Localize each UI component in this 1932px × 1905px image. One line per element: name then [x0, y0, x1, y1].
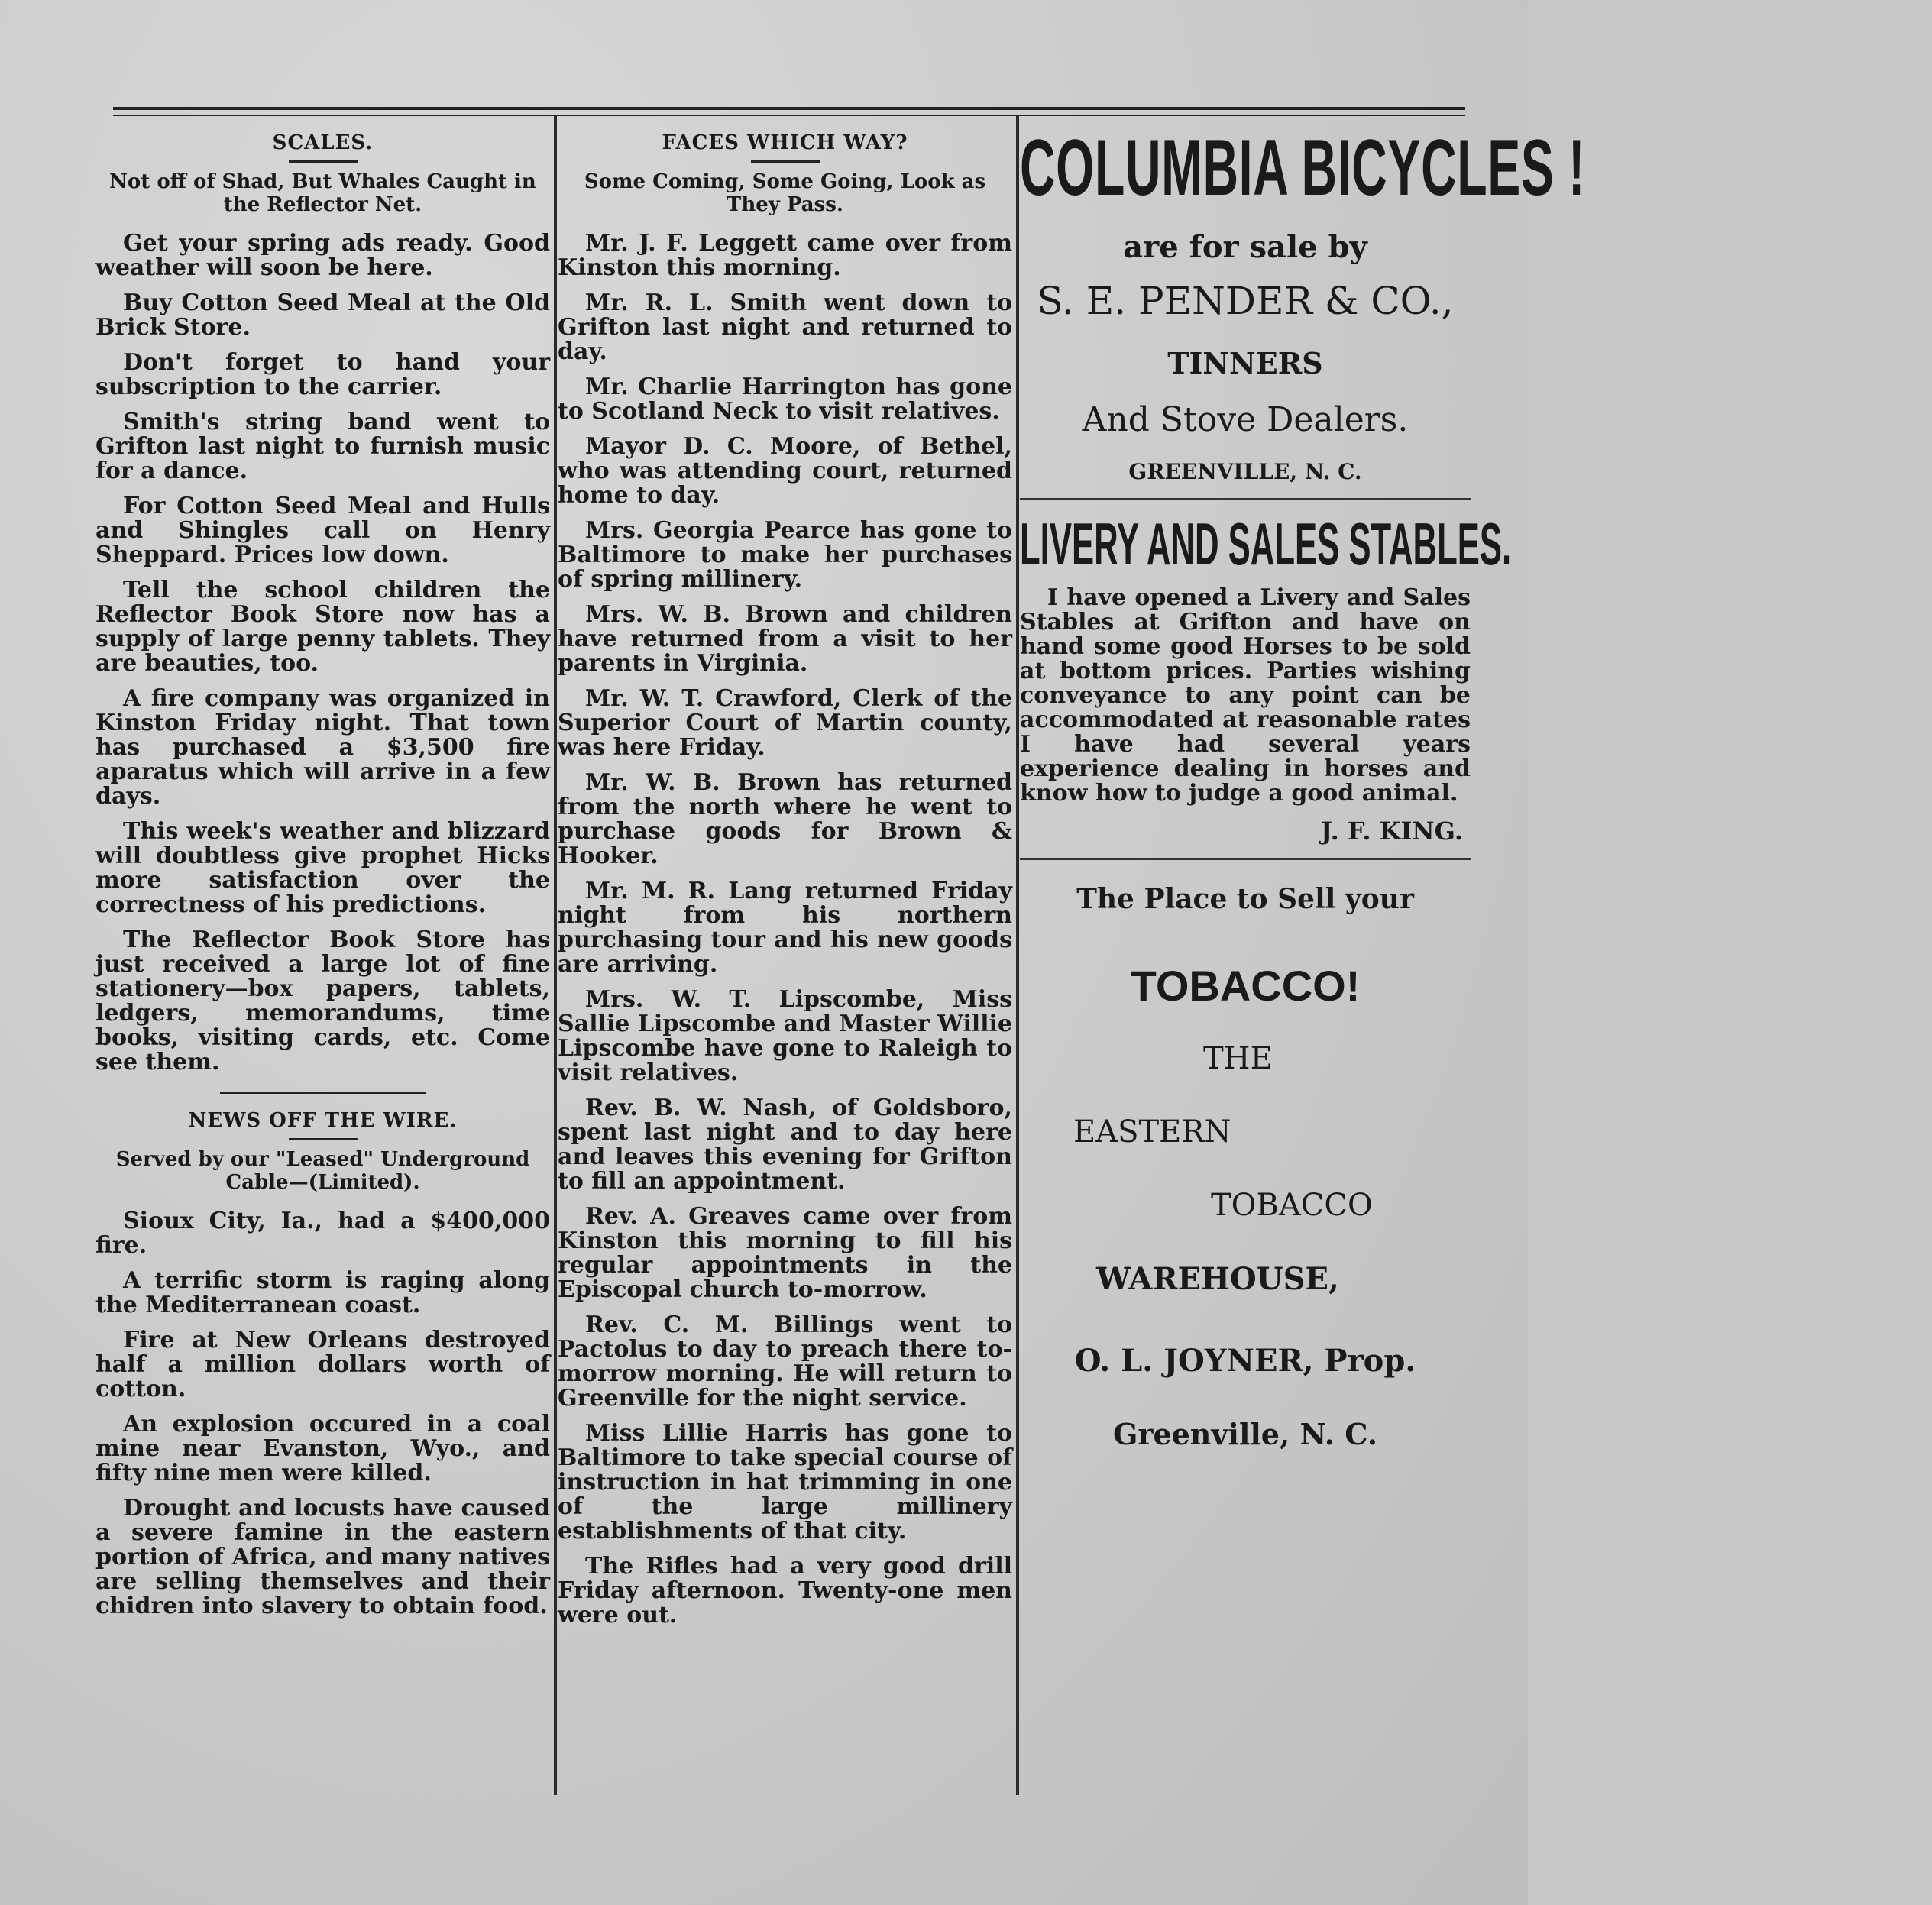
ad-headline: TOBACCO!: [1130, 962, 1361, 1010]
ad-line: TOBACCO: [1211, 1188, 1373, 1223]
news-items: [95, 231, 550, 1075]
personal-item: Mrs. Georgia Pearce has gone to Baltimore to make her purchases of spring millinery.: [558, 517, 1012, 593]
wire-item: Sioux City, Ia., had a $400,000 fire.: [95, 1208, 550, 1259]
ad-tobacco-warehouse: [1020, 883, 1471, 1451]
personal-item: Mr. R. L. Smith went down to Grifton last night and returned to day.: [558, 289, 1012, 365]
personal-item: Mr. M. R. Lang returned Friday night from his northern purchasing tour and his new goods are arriving.: [558, 878, 1012, 978]
section-heading-faces: FACES WHICH WAY?: [662, 131, 908, 154]
news-item: This week's weather and blizzard will doubtless give prophet Hicks more satisfaction over the correctness of his predictions.: [95, 818, 550, 918]
ad-location: GREENVILLE, N. C.: [1128, 459, 1362, 484]
ad-signature: J. F. KING.: [1320, 817, 1463, 846]
ad-divider: [1020, 858, 1471, 860]
news-item: For Cotton Seed Meal and Hulls and Shingles call on Henry Sheppard. Prices low down.: [95, 493, 550, 568]
personal-item: The Rifles had a very good drill Friday afternoon. Twenty-one men were out.: [558, 1553, 1012, 1628]
news-item: Get your spring ads ready. Good weather will soon be here.: [95, 230, 550, 281]
section-heading-wire: NEWS OFF THE WIRE.: [188, 1109, 458, 1132]
section-heading-scales: SCALES.: [272, 131, 374, 154]
heading-rule: [751, 160, 820, 163]
ad-location: Greenville, N. C.: [1112, 1417, 1378, 1451]
ad-livery-stables: [1020, 509, 1512, 860]
ad-divider: [1020, 498, 1471, 500]
news-item: Don't forget to hand your subscription to the carrier.: [95, 349, 550, 400]
column-rule-2: [1016, 115, 1019, 1795]
personal-item: Mayor D. C. Moore, of Bethel, who was attending court, returned home to day.: [558, 433, 1012, 509]
section-divider: [220, 1092, 426, 1094]
heading-rule: [289, 1138, 358, 1140]
ad-dealer-name: S. E. PENDER & CO.,: [1037, 279, 1454, 323]
ad-title: LIVERY AND SALES STABLES.: [1020, 510, 1512, 577]
ad-title: COLUMBIA BICYCLES !: [1020, 124, 1586, 212]
ad-title-wrap: [1020, 122, 1586, 214]
news-item: Tell the school children the Reflector Book Store now has a supply of large penny tablets. They are beauties, too.: [95, 577, 550, 677]
personal-item: Mrs. W. T. Lipscombe, Miss Sallie Lipscombe and Master Willie Lipscombe have gone to Raleigh to visit relatives.: [558, 986, 1012, 1086]
ad-line: are for sale by: [1123, 229, 1367, 265]
section-subheading: Not off of Shad, But Whales Caught in the Reflector Net.: [109, 170, 536, 216]
personal-item: Mr. W. B. Brown has returned from the north where he went to purchase goods for Brown & Hooker.: [558, 769, 1012, 869]
wire-items: [95, 1209, 550, 1619]
news-item: Buy Cotton Seed Meal at the Old Brick Store.: [95, 289, 550, 341]
column-personals: [558, 122, 1012, 1638]
news-item: The Reflector Book Store has just received a large lot of fine stationery—box papers, tablets, ledgers, memorandums, time books, visiting cards, etc. Come see them.: [95, 927, 550, 1075]
personal-item: Mrs. W. B. Brown and children have returned from a visit to her parents in Virginia.: [558, 601, 1012, 677]
wire-item: Drought and locusts have caused a severe famine in the eastern portion of Africa, and many natives are selling themselves and their chidren into slavery to obtain food.: [95, 1495, 550, 1619]
ad-line: The Place to Sell your: [1076, 883, 1414, 915]
section-subheading: Served by our "Leased" Underground Cable—(Limited).: [115, 1148, 530, 1194]
ad-line: EASTERN: [1073, 1114, 1231, 1150]
personal-item: Rev. A. Greaves came over from Kinston this morning to fill his regular appointments in the Episcopal church to-morrow.: [558, 1203, 1012, 1303]
wire-item: An explosion occured in a coal mine near Evanston, Wyo., and fifty nine men were killed.: [95, 1411, 550, 1486]
ad-line: And Stove Dealers.: [1082, 400, 1409, 439]
personal-item: Rev. B. W. Nash, of Goldsboro, spent last night and to day here and leaves this evening for Grifton to fill an appointment.: [558, 1095, 1012, 1195]
heading-rule: [289, 160, 358, 163]
column-advertisements: [1020, 122, 1586, 1451]
ad-proprietor: O. L. JOYNER, Prop.: [1074, 1343, 1416, 1379]
news-item: Smith's string band went to Grifton last night to furnish music for a dance.: [95, 409, 550, 484]
top-double-rule: [113, 107, 1465, 116]
column-rule-1: [554, 115, 557, 1795]
personal-item: Mr. J. F. Leggett came over from Kinston this morning.: [558, 230, 1012, 281]
personal-item: Miss Lillie Harris has gone to Baltimore to take special course of instruction in hat trimming in one of the large millinery establishments of that city.: [558, 1420, 1012, 1544]
personal-item: Rev. C. M. Billings went to Pactolus to day to preach there to-morrow morning. He will return to Greenville for the night service.: [558, 1312, 1012, 1412]
personal-items: [558, 231, 1012, 1628]
section-subheading: Some Coming, Some Going, Look as They Pass.: [584, 170, 986, 216]
wire-item: Fire at New Orleans destroyed half a million dollars worth of cotton.: [95, 1327, 550, 1402]
personal-item: Mr. W. T. Crawford, Clerk of the Superior Court of Martin county, was here Friday.: [558, 685, 1012, 761]
personal-item: Mr. Charlie Harrington has gone to Scotland Neck to visit relatives.: [558, 374, 1012, 425]
wire-item: A terrific storm is raging along the Mediterranean coast.: [95, 1267, 550, 1318]
ad-title-wrap: [1020, 509, 1512, 578]
ad-line: THE: [1203, 1041, 1273, 1076]
ad-line: TINNERS: [1167, 346, 1323, 380]
ad-columbia-bicycles: [1020, 122, 1586, 500]
ad-body: I have opened a Livery and Sales Stables at Grifton and have on hand some good Horses to be sold at bottom prices. Parties wishing conveyance to any point can be accommodated at reasonable rates I have had several years experience dealing in horses and know how to judge a good animal.: [1020, 584, 1471, 807]
column-local-news: [95, 122, 550, 1629]
ad-line: WAREHOUSE,: [1096, 1261, 1339, 1297]
news-item: A fire company was organized in Kinston Friday night. That town has purchased a $3,500 fire aparatus which will arrive in a few days.: [95, 685, 550, 810]
